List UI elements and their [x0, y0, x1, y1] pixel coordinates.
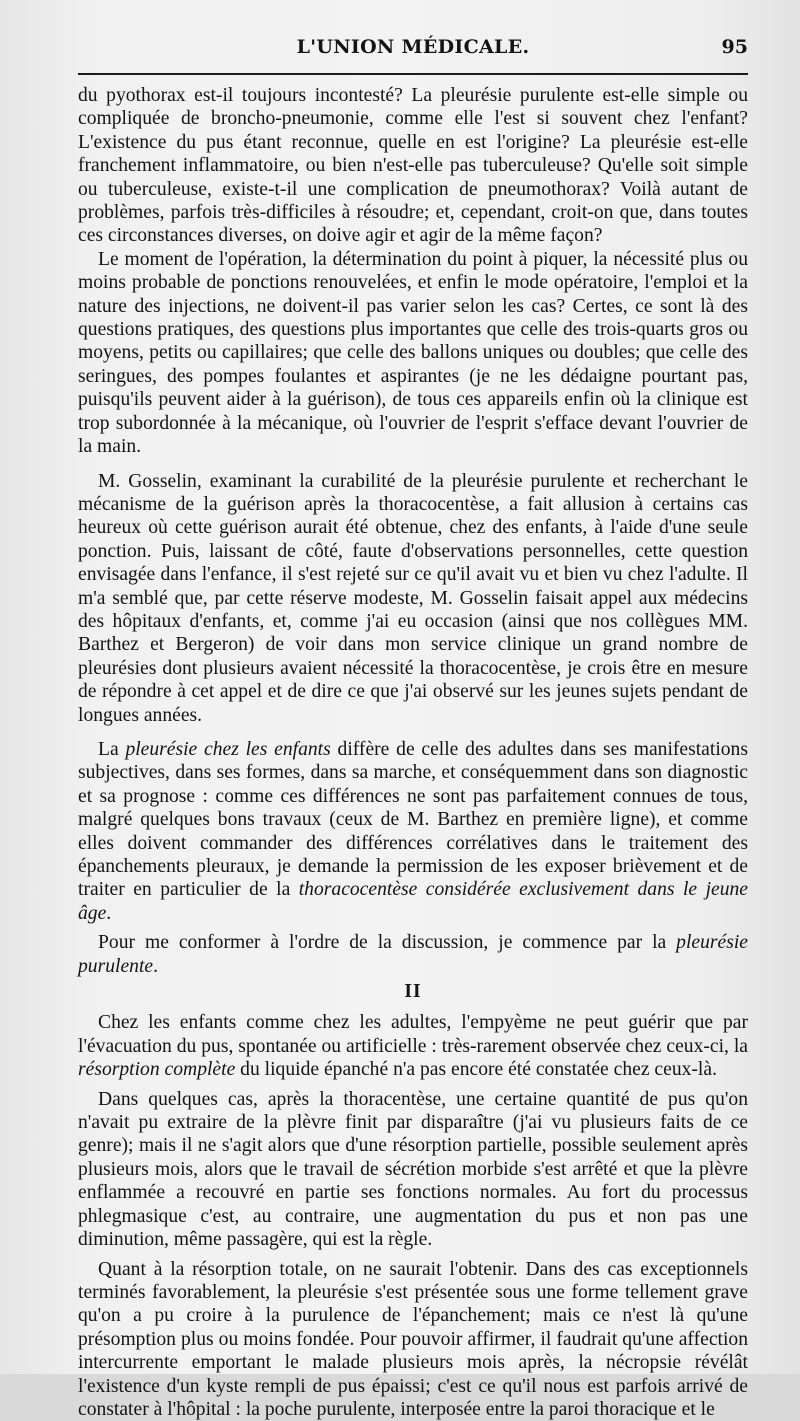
paragraph-3: M. Gosselin, examinant la curabilité de la pleurésie purulente et recherchant le mécanisme de la guérison après la thoracocentèse, a fait allusion à certains cas heureux où cette guérison aurait été obtenue, chez des enfants, à l'aide d'une seule ponction. Puis, laissant de côté, faute d'observations personnelles, cette question envisagée dans l'enfance, il s'est rejeté sur ce qu'il avait vu et bien vu chez l'adulte. Il m'a semblé que, par cette réserve modeste, M. Gosselin faisait appel aux médecins des hôpitaux d'enfants, et, comme j'ai eu occasion (ainsi que nos collègues MM. Barthez et Bergeron) de voir dans mon service clinique un grand nombre de pleurésies dont plusieurs avaient nécessité la thoracocentèse, je crois être en mesure de répondre à cet appel et de dire ce que j'ai observé sur les jeunes sujets pendant de longues années. [78, 470, 748, 727]
running-head [78, 36, 748, 70]
paragraph-4-emphasis-2: thoracocentèse considérée exclusivement dans le jeune âge [78, 879, 748, 923]
header-rule [78, 73, 748, 75]
paragraph-6-emphasis: résorption complète [78, 1059, 235, 1080]
paragraph-1: du pyothorax est-il toujours incontesté? La pleurésie purulente est-elle simple ou compliquée de broncho-pneumonie, comme elle l'est si souvent chez l'enfant? L'existence du pus étant reconnue, quelle en est l'origine? La pleurésie est-elle franchement inflammatoire, ou bien n'est-elle pas tuberculeuse? Qu'elle soit simple ou tuberculeuse, existe-t-il une complication de pneumothorax? Voilà autant de problèmes, parfois très-difficiles à résoudre; et, cependant, croit-on que, dans toutes ces circonstances diverses, on doive agir et agir de la même façon? [78, 84, 748, 248]
paragraph-5-lead: Pour me conformer à l'ordre de la discussion, je commence par la [98, 932, 676, 953]
paragraph-5 [78, 931, 748, 978]
page-number: 95 [722, 36, 748, 58]
paragraph-6 [78, 1011, 748, 1081]
paragraph-4-middle: diffère de celle des adultes dans ses manifestations subjectives, dans ses formes, dans sa marche, et conséquemment dans son diagnostic et sa prognose : comme ces différences ne sont pas parfaitement connues de tous, malgré quelques bons travaux (ceux de M. Barthez en première ligne), et comme elles doivent commander des différences corrélatives dans le traitement des épanchements pleuraux, je demande la permission de les exposer brièvement et de traiter en particulier de la [78, 739, 748, 900]
paragraph-8: Quant à la résorption totale, on ne saurait l'obtenir. Dans des cas exceptionnels terminés favorablement, la pleurésie s'est présentée sous une forme tellement grave qu'on a pu croire à la purulence de l'épanchement; mais ce n'est là qu'une présomption plus ou moins fondée. Pour pouvoir affirmer, il faudrait qu'une affection intercurrente emportant le malade plusieurs mois après, la nécropsie révélât l'existence d'un kyste rempli de pus épaissi; c'est ce qu'il nous est parfois arrivé de constater à l'hôpital : la poche purulente, interposée entre la paroi thoracique et le [78, 1258, 748, 1421]
paragraph-6-end: du liquide épanché n'a pas encore été constatée chez ceux-là. [235, 1059, 717, 1080]
paragraph-5-emphasis: pleurésie purulente [78, 932, 748, 976]
section-numeral: II [78, 980, 748, 1003]
paragraph-4-emphasis-1: pleurésie chez les enfants [125, 739, 330, 760]
paragraph-4-lead: La [98, 739, 125, 760]
paragraph-7: Dans quelques cas, après la thoracentèse, une certaine quantité de pus qu'on n'avait pu extraire de la plèvre finit par disparaître (j'ai vu plusieurs faits de ce genre); mais il ne s'agit alors que d'une résorption partielle, possible seulement après plusieurs mois, alors que le travail de sécrétion morbide s'est arrêté et que la plèvre enflammée a recouvré en partie ses fonctions normales. Au fort du processus phlegmasique c'est, au contraire, une augmentation du pus et non pas une diminution, même passagère, qui est la règle. [78, 1088, 748, 1252]
paragraph-4-end: . [106, 903, 111, 924]
paragraph-6-lead: Chez les enfants comme chez les adultes, l'empyème ne peut guérir que par l'évacuation du pus, spontanée ou artificielle : très-rarement observée chez ceux-ci, la [78, 1012, 748, 1056]
running-title: L'UNION MÉDICALE. [78, 36, 748, 58]
paragraph-2: Le moment de l'opération, la détermination du point à piquer, la nécessité plus ou moins probable de ponctions renouvelées, et enfin le mode opératoire, l'emploi et la nature des injections, ne doivent-il pas varier selon les cas? Certes, ce sont là des questions pratiques, des questions plus importantes que celle des trois-quarts gros ou moyens, petits ou capillaires; que celle des ballons uniques ou doubles; que celle des seringues, des pompes foulantes et aspirantes (je ne les dédaigne pourtant pas, puisqu'ils peuvent aider à la guérison), de tous ces appareils enfin où la clinique est trop subordonnée à la mécanique, où l'ouvrier de l'esprit s'efface devant l'ouvrier de la main. [78, 248, 748, 459]
article-body [78, 84, 748, 1421]
paragraph-5-end: . [153, 956, 158, 977]
paragraph-4 [78, 738, 748, 925]
